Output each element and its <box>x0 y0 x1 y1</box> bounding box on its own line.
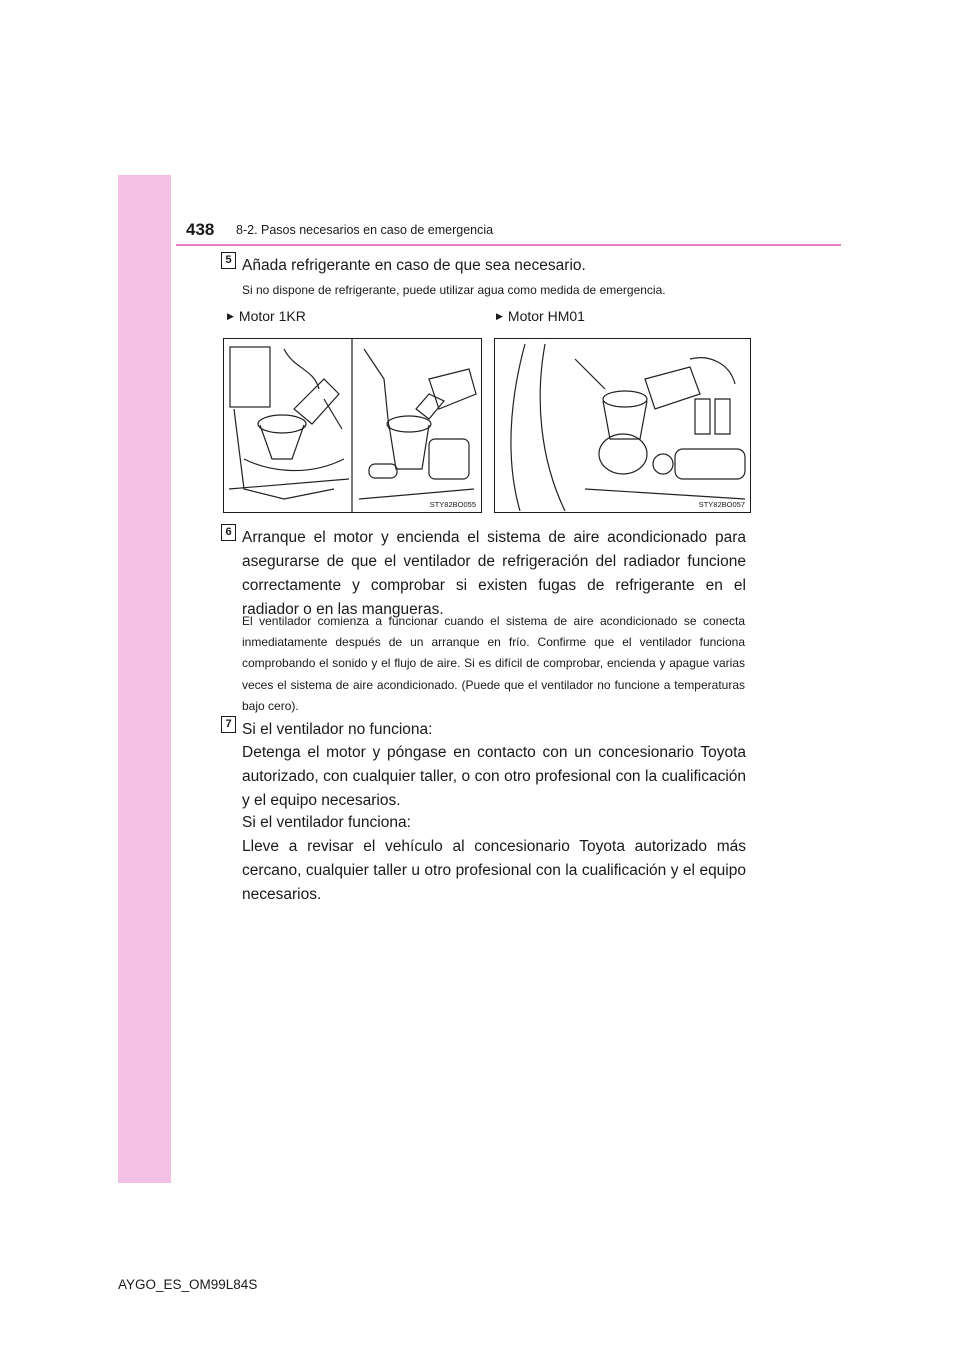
step-6-heading: Arranque el motor y encienda el sistema de aire acondicionado para asegurarse de que el ventilador de refrigeración del radiador funcione correctamente y comprobar si existen fugas de refrigerante en el radiador o en las mangueras. <box>242 529 746 618</box>
section-title: 8-2. Pasos necesarios en caso de emergencia <box>236 223 494 237</box>
figure-caption-left: ▶ Motor 1KR <box>227 308 306 324</box>
step-7-paragraph-1: Detenga el motor y póngase en contacto con un concesionario Toyota autorizado, con cualquier taller, o con otro profesional con la cualificación y el equipo necesarios. <box>242 744 746 809</box>
step-7-paragraph-2-title: Si el ventilador funciona: <box>242 814 411 831</box>
page-number: 438 <box>186 220 215 239</box>
step-badge-7: 7 <box>221 716 236 733</box>
triangle-right-icon: ▶ <box>227 311 234 321</box>
figure-motor-hm01 <box>494 338 751 513</box>
figure-caption-right: ▶ Motor HM01 <box>496 308 585 324</box>
step-7-heading: Si el ventilador no funciona: <box>242 721 433 738</box>
triangle-right-icon: ▶ <box>496 311 503 321</box>
step-badge-6: 6 <box>221 524 236 541</box>
step-7-paragraph-2: Lleve a revisar el vehículo al concesionario Toyota autorizado más cercano, cualquier taller u otro profesional con la cualificación y el equipo necesarios. <box>242 838 746 903</box>
step-5-heading: Añada refrigerante en caso de que sea necesario. <box>242 257 586 274</box>
figure-motor-1kr <box>223 338 482 513</box>
engine-illustration-1kr <box>224 339 481 512</box>
footer-doc-code: AYGO_ES_OM99L84S <box>118 1277 258 1292</box>
step-6-note: El ventilador comienza a funcionar cuando el sistema de aire acondicionado se conecta inmediatamente después de un arranque en frío. Confirme que el ventilador funciona comprobando el sonido y el flujo de aire. Si es difícil de comprobar, encienda y apague varias veces el sistema de aire acondicionado. (Puede que el ventilador no funcione a temperaturas bajo cero). <box>242 614 745 713</box>
step-5-note: Si no dispone de refrigerante, puede utilizar agua como medida de emergencia. <box>242 283 666 297</box>
figure-code-right: STY82BO057 <box>698 500 745 509</box>
step-badge-5: 5 <box>221 252 236 269</box>
header-rule <box>176 244 841 246</box>
engine-illustration-hm01 <box>495 339 750 512</box>
chapter-tab-sidebar <box>118 175 171 1183</box>
figure-code-left: STY82BO055 <box>429 500 476 509</box>
